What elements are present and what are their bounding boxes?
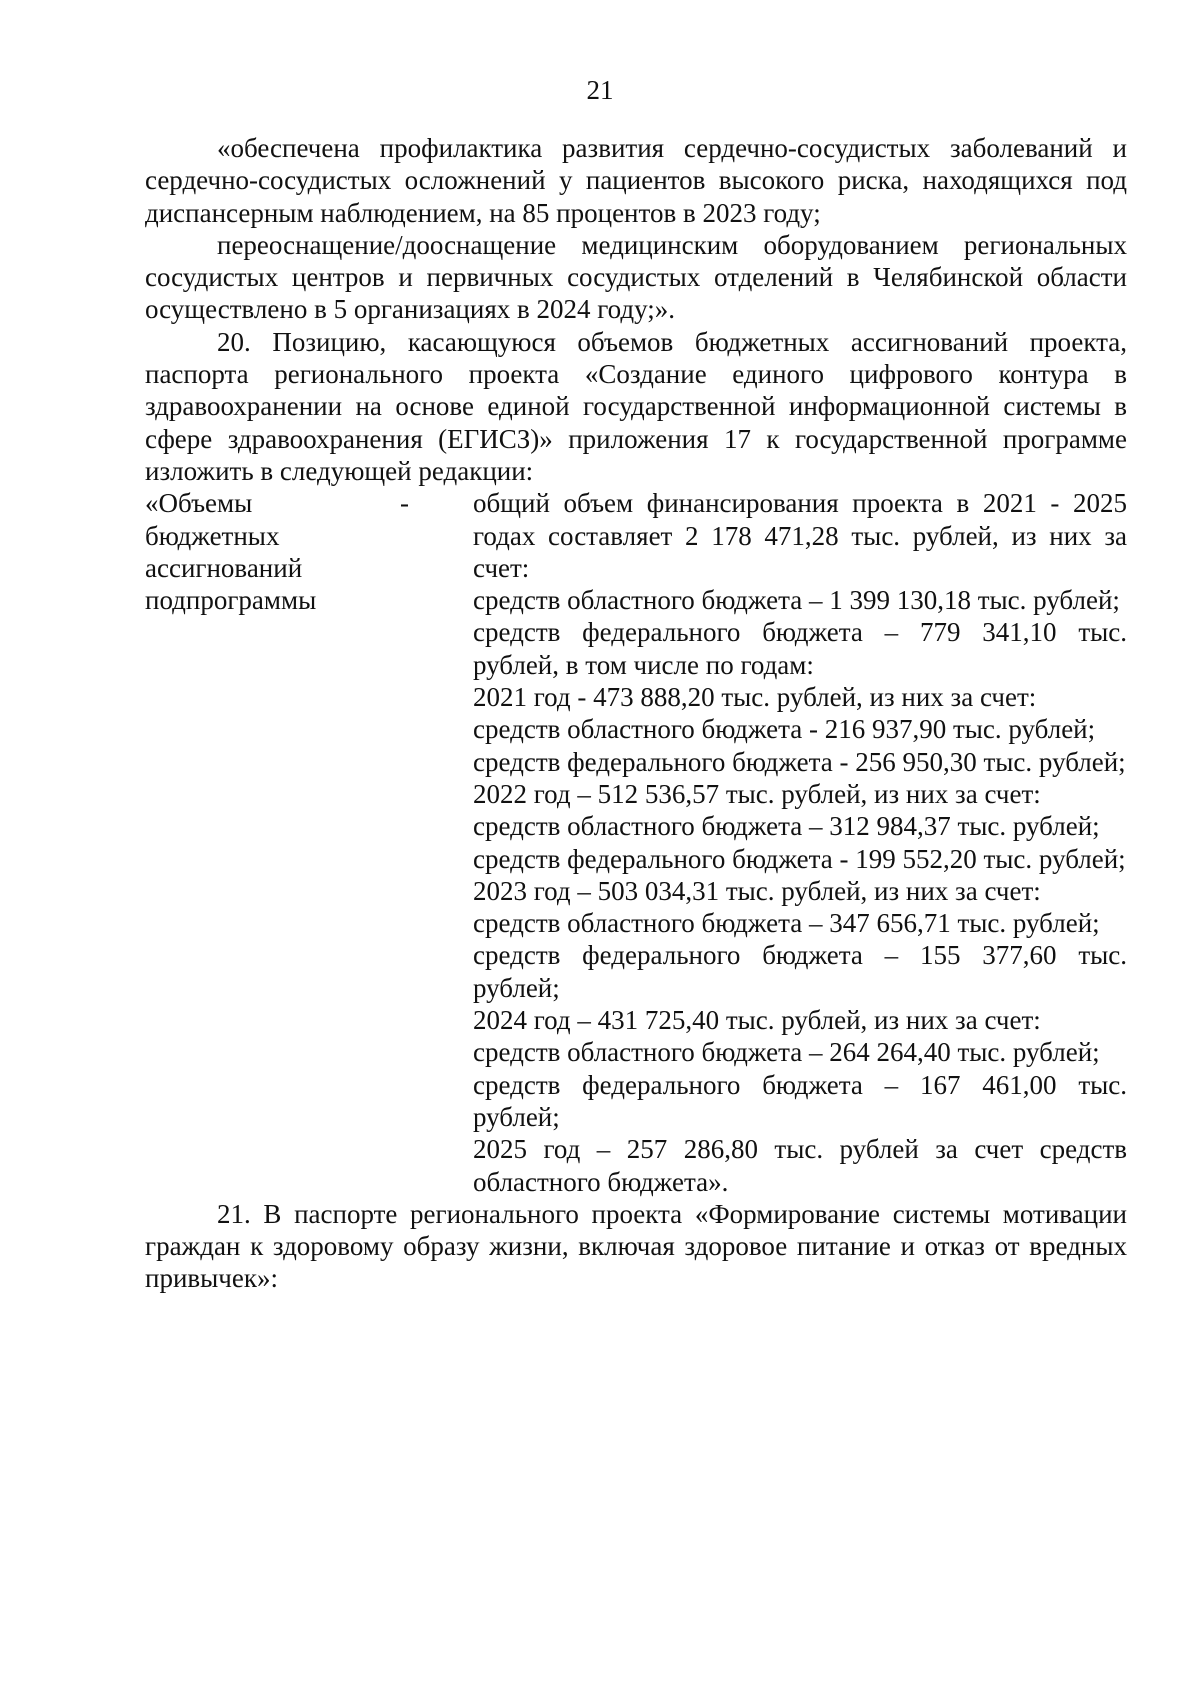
funding-line: средств областного бюджета – 347 656,71 тыс. рублей; bbox=[473, 908, 1100, 939]
funding-line: средств областного бюджета – 312 984,37 тыс. рублей; bbox=[473, 811, 1100, 842]
page-number: 21 bbox=[586, 75, 614, 105]
funding-line: средств областного бюджета – 264 264,40 тыс. рублей; bbox=[473, 1037, 1100, 1068]
funding-line: средств областного бюджета - 216 937,90 тыс. рублей; bbox=[473, 714, 1096, 745]
passport-separator bbox=[400, 487, 473, 1198]
funding-year-line: 2025 год – 257 286,80 тыс. рублей за счет средств областного бюджета». bbox=[473, 1134, 1127, 1197]
passport-values bbox=[473, 487, 1127, 1198]
funding-line: средств федерального бюджета - 199 552,20 тыс. рублей; bbox=[473, 843, 1126, 874]
passport-label-line: ассигнований bbox=[145, 552, 303, 583]
funding-year-line: 2023 год – 503 034,31 тыс. рублей, из них за счет: bbox=[473, 875, 1041, 906]
paragraph: переоснащение/дооснащение медицинским оборудованием региональных сосудистых центров и первичных сосудистых отделений в Челябинской области осуществлено в 5 организациях в 2024 году;». bbox=[145, 229, 1127, 325]
paragraph: 21. В паспорте регионального проекта «Формирование системы мотивации граждан к здоровому образу жизни, включая здоровое питание и отказ от вредных привычек»: bbox=[145, 1198, 1127, 1294]
paragraph: 20. Позицию, касающуюся объемов бюджетных ассигнований проекта, паспорта регионального проекта «Создание единого цифрового контура в здравоохранении на основе единой государственной информационной системы в сфере здравоохранения (ЕГИСЗ)» приложения 17 к государственной программе изложить в следующей редакции: bbox=[145, 326, 1127, 486]
funding-line: средств федерального бюджета – 155 377,60 тыс. рублей; bbox=[473, 940, 1127, 1003]
passport-label-line: «Объемы bbox=[145, 488, 253, 519]
passport-label-line: подпрограммы bbox=[145, 585, 317, 616]
funding-year-line: 2022 год – 512 536,57 тыс. рублей, из них за счет: bbox=[473, 778, 1041, 809]
funding-year-line: 2024 год – 431 725,40 тыс. рублей, из них за счет: bbox=[473, 1005, 1041, 1036]
budget-passport-table bbox=[145, 487, 1127, 1198]
funding-line: средств федерального бюджета – 167 461,00 тыс. рублей; bbox=[473, 1069, 1127, 1132]
separator-dash: - bbox=[400, 488, 409, 519]
passport-label-line: бюджетных bbox=[145, 520, 280, 551]
passport-label bbox=[145, 487, 400, 1198]
funding-line: общий объем финансирования проекта в 2021 - 2025 годах составляет 2 178 471,28 тыс. рублей, из них за счет: bbox=[473, 488, 1127, 583]
funding-line: средств федерального бюджета - 256 950,30 тыс. рублей; bbox=[473, 746, 1126, 777]
document-body bbox=[145, 132, 1127, 1295]
paragraph: «обеспечена профилактика развития сердечно-сосудистых заболеваний и сердечно-сосудистых осложнений у пациентов высокого риска, находящихся под диспансерным наблюдением, на 85 процентов в 2023 году; bbox=[145, 133, 1127, 228]
funding-line: средств федерального бюджета – 779 341,10 тыс. рублей, в том числе по годам: bbox=[473, 617, 1127, 680]
funding-line: средств областного бюджета – 1 399 130,18 тыс. рублей; bbox=[473, 585, 1120, 616]
funding-year-line: 2021 год - 473 888,20 тыс. рублей, из них за счет: bbox=[473, 682, 1037, 713]
